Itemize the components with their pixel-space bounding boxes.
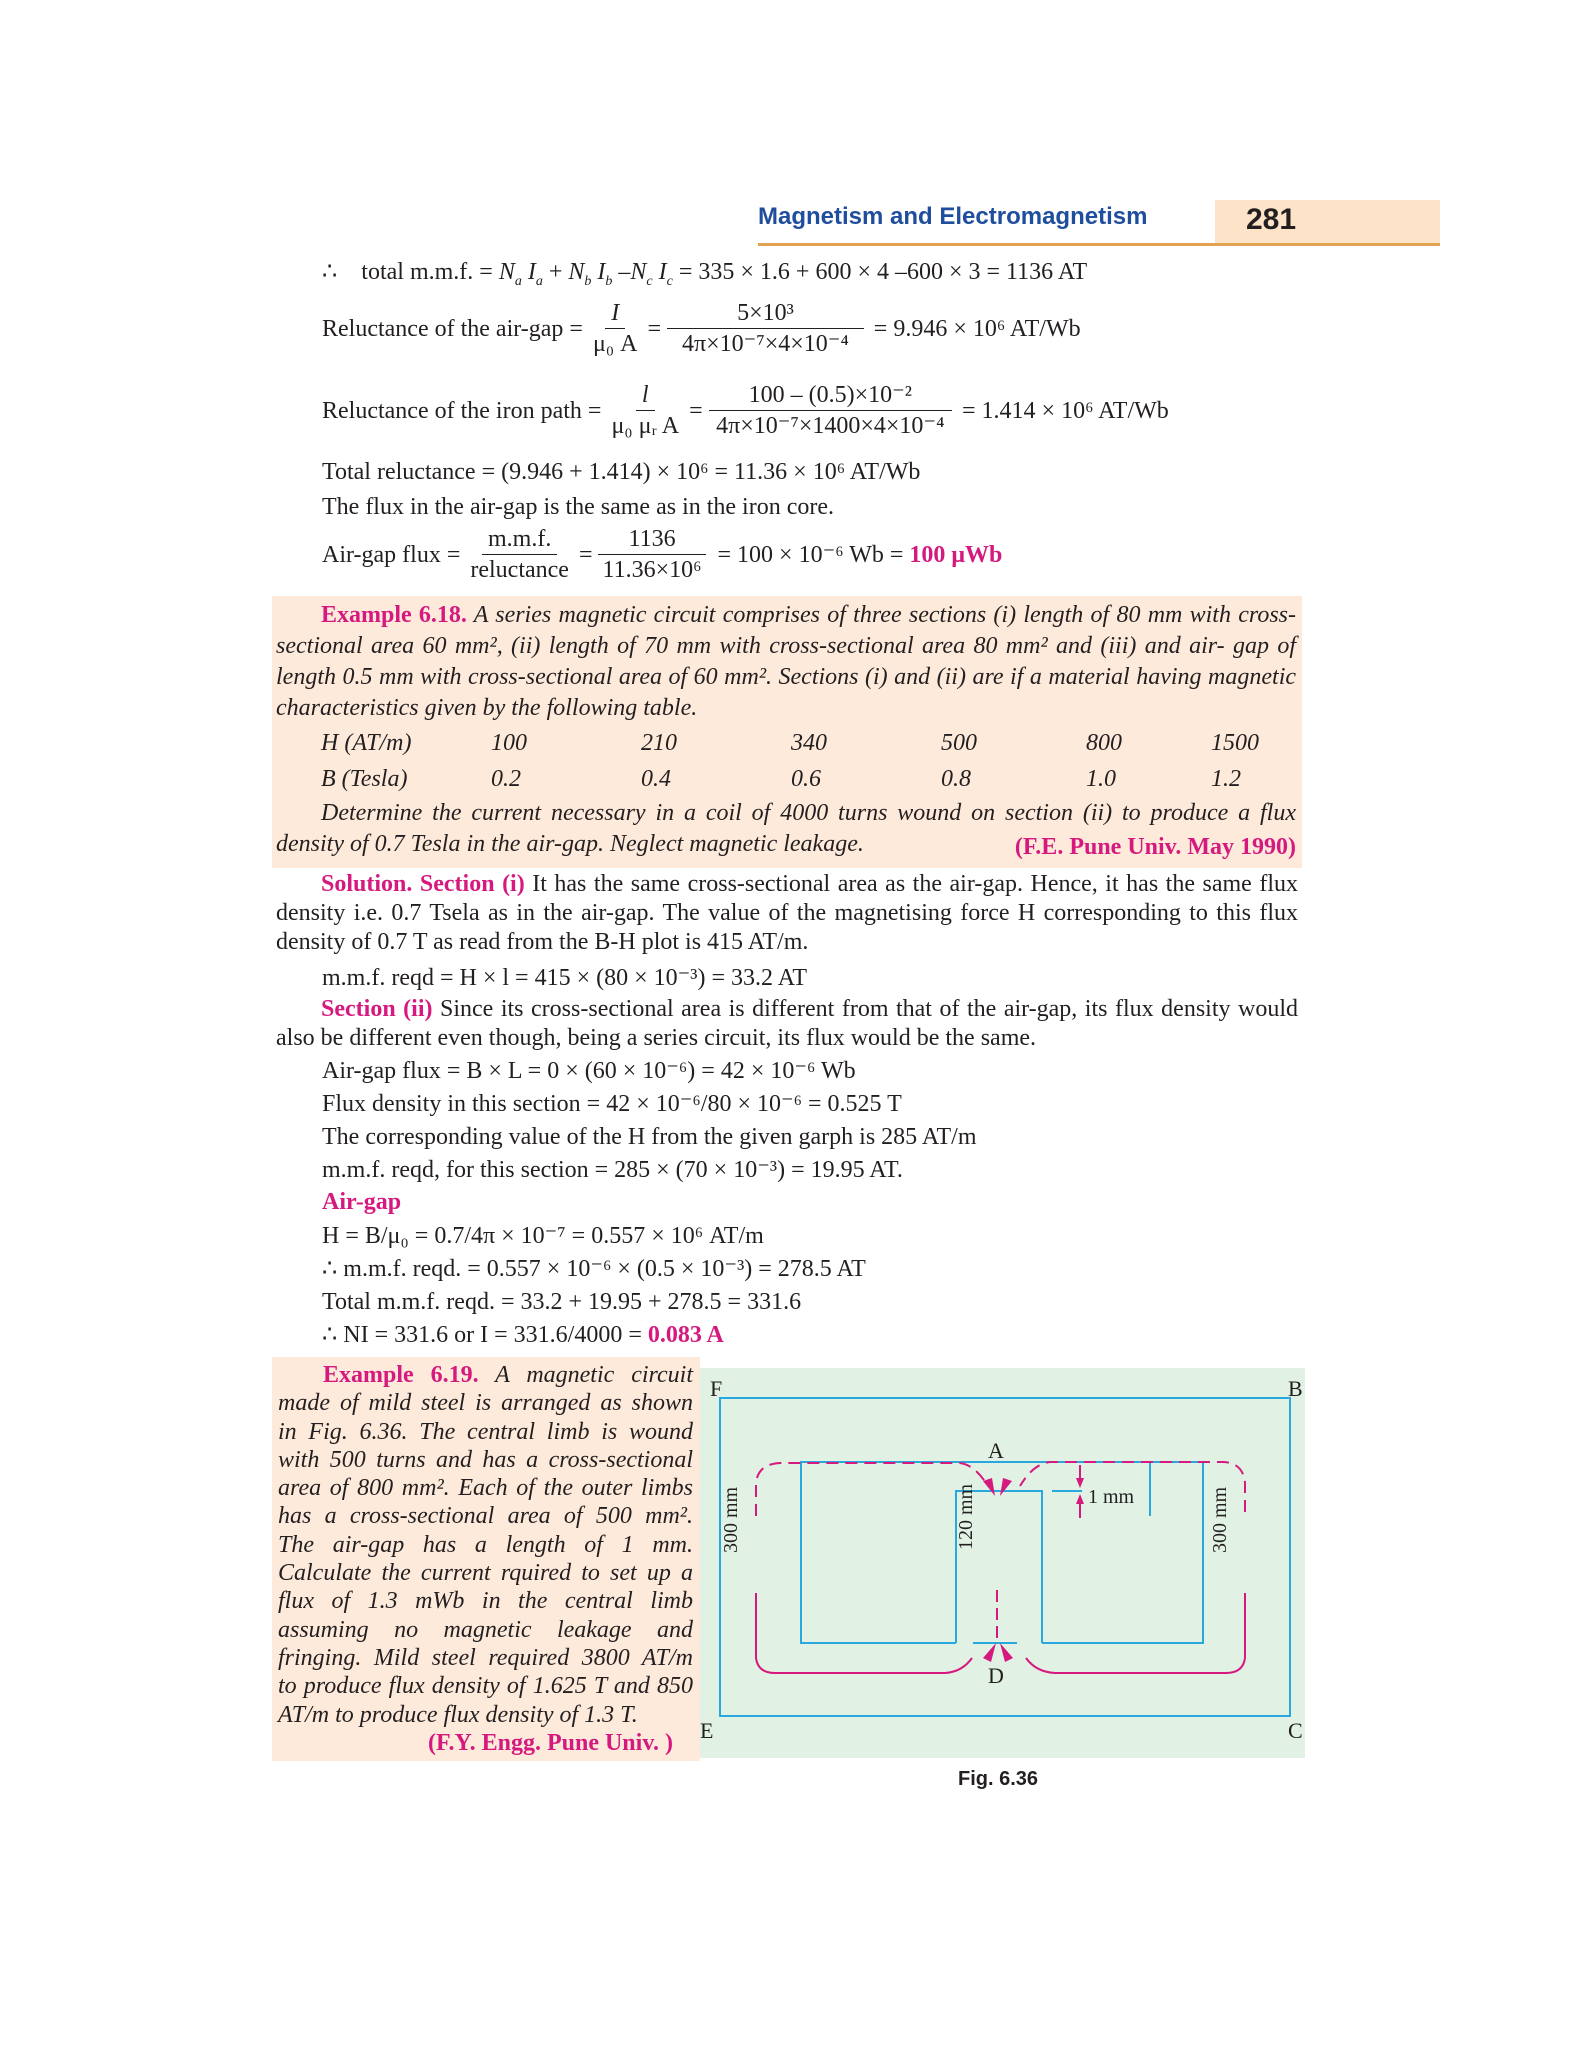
- example-line: The air-gap has a length of 1 mm.: [278, 1531, 693, 1558]
- air-gap-flux-ii: Air-gap flux = B × L = 0 × (60 × 10⁻⁶) = 42 × 10⁻⁶ Wb: [322, 1058, 856, 1084]
- final-answer: 0.083 A: [647, 1322, 724, 1348]
- example-label: Example 6.18.: [321, 602, 467, 628]
- h-air-gap: H = B/μ₀ = 0.7/4π × 10⁻⁷ = 0.557 × 10⁶ AT/m: [322, 1223, 764, 1249]
- example-line: has a cross-sectional area of 500 mm².: [278, 1503, 693, 1530]
- fraction: $\frac{l}{\text{μ₀ μᵣ A}}$: [611, 382, 680, 439]
- point-label-d: D: [988, 1663, 1004, 1688]
- total-mmf-reqd: Total m.m.f. reqd. = 33.2 + 19.95 + 278.5 = 331.6: [322, 1289, 802, 1315]
- corner-label-b: B: [1288, 1376, 1303, 1401]
- eq-result: = 100 × 10⁻⁶ Wb =: [717, 541, 904, 568]
- example-line: fringing. Mild steel required 3800 AT/m: [278, 1644, 693, 1671]
- reluctance-air-gap-eq: Reluctance of the air-gap = $\frac{I}{\text{μ₀ A}}$ = $\frac{\text{5×10³}}{\text{4π×10⁻⁷×4×10⁻⁴}}$ = 9.946 × 10⁶ AT/Wb: [322, 300, 1081, 357]
- example-line: made of mild steel is arranged as shown: [278, 1390, 693, 1417]
- example-line: area of 800 mm². Each of the outer limbs: [278, 1475, 693, 1502]
- air-gap-heading: Air-gap: [322, 1189, 402, 1215]
- fraction: $\frac{1136}{\text{11.36×10⁶}}$: [597, 524, 708, 585]
- corner-label-f: F: [710, 1376, 723, 1401]
- center-limb-dimension: 120 mm: [955, 1483, 977, 1550]
- source-citation: (F.E. Pune Univ. May 1990): [1014, 834, 1296, 860]
- corner-label-e: E: [700, 1718, 714, 1743]
- fraction: $\frac{m.m.f.}{\text{reluctance}}$: [470, 526, 569, 583]
- eq-label: Reluctance of the air-gap =: [322, 315, 583, 342]
- example-line: Calculate the current rquired to set up a: [278, 1560, 693, 1587]
- final-result: [322, 1321, 724, 1349]
- example-line: with 500 turns and has a cross-sectional: [278, 1446, 693, 1473]
- header-rule: [758, 243, 1440, 246]
- air-gap-dimension: 1 mm: [1088, 1486, 1135, 1508]
- flux-same-statement: The flux in the air-gap is the same as in the iron core.: [322, 494, 835, 520]
- solution-section-i: Solution. Section (i) It has the same cross-sectional area as the air-gap. Hence, it has the same flux density i.e. 0.7 Tsela as in the air-gap. The value of the magnetising force H corresponding to this flux density of 0.7 T as read from the B-H plot is 415 AT/m.: [276, 871, 1299, 955]
- page-number: 281: [1246, 203, 1297, 236]
- right-limb-dimension: 300 mm: [1209, 1486, 1231, 1553]
- example-line: AT/m to produce flux density of 1.3 T.: [278, 1701, 638, 1728]
- fraction: $\frac{\text{100 – (0.5)×10⁻²}}{\text{4π×10⁻⁷×1400×4×10⁻⁴}}$: [709, 380, 952, 441]
- point-label-a: A: [988, 1438, 1004, 1463]
- example-6-18: [276, 600, 1296, 860]
- air-gap-flux-eq: Air-gap flux = $\frac{m.m.f.}{\text{reluctance}}$ = $\frac{1136}{\text{11.36×10⁶}}$ = 100 × 10⁻⁶ Wb = 100 μWb: [322, 526, 1003, 583]
- corner-label-c: C: [1288, 1718, 1303, 1743]
- eq-result: = 9.946 × 10⁶ AT/Wb: [873, 315, 1081, 342]
- section-label: Section (i): [419, 871, 525, 897]
- example-line: Example 6.19. A magnetic circuit: [323, 1362, 693, 1388]
- example-problem: Example 6.18. A series magnetic circuit comprises of three sections (i) length of 80 mm with cross-sectional area 60 mm², (ii) length of 70 mm with cross-sectional area 80 mm² and (iii) and air- gap of length 0.5 mm with cross-sectional area of 60 mm². Sections (i) and (ii) are if a material having magnetic characteristics given by the following table.: [276, 602, 1297, 721]
- mmf-section-ii: m.m.f. reqd, for this section = 285 × (70 × 10⁻³) = 19.95 AT.: [322, 1157, 903, 1183]
- source-citation: (F.Y. Engg. Pune Univ. ): [428, 1729, 673, 1756]
- chapter-title: Magnetism and Electromagnetism: [758, 203, 1148, 230]
- total-mmf-line: ∴ total m.m.f. = $N_a$ $I_a + N_b$ $I_b$ $-N_c$ $I_c = 335 \times 1.6 + 600 \times 4$ –600 × 3 = 1136 AT: [322, 259, 1088, 289]
- eq-result: = 1.414 × 10⁶ AT/Wb: [962, 397, 1169, 424]
- figure-panel: [700, 1368, 1305, 1758]
- example-line: assuming no magnetic leakage and: [278, 1616, 693, 1643]
- total-reluctance: Total reluctance = (9.946 + 1.414) × 10⁶ = 11.36 × 10⁶ AT/Wb: [322, 459, 921, 485]
- table-row: H (AT/m) 100 210 340 500 800 1500: [321, 730, 1259, 756]
- answer: 100 μWb: [909, 541, 1003, 568]
- example-line: flux of 1.3 mWb in the central limb: [278, 1588, 693, 1615]
- solution-section-ii: Section (ii) Since its cross-sectional area is different from that of the air-gap, its flux density would also be different even though, being a series circuit, its flux would be the same.: [276, 996, 1299, 1051]
- fraction: $\frac{I}{\text{μ₀ A}}$: [592, 300, 638, 357]
- table-row: B (Tesla) 0.2 0.4 0.6 0.8 1.0 1.2: [321, 766, 1241, 792]
- example-6-19: [278, 1361, 693, 1757]
- magnetic-circuit-diagram: [700, 1368, 1305, 1758]
- section-label: Section (ii): [321, 996, 433, 1022]
- figure-caption: Fig. 6.36: [958, 1768, 1039, 1790]
- reluctance-iron-eq: Reluctance of the iron path = $\frac{l}{\text{μ₀ μᵣ A}}$ = $\frac{\text{100 – (0.5)×10⁻²}}{\text{4π×10⁻⁷×1400×4×10⁻⁴}}$ = 1.414 × 10⁶ AT/Wb: [322, 382, 1169, 439]
- total-mmf-value: = 335 × 1.6 + 600 × 4 –600 × 3 = 1136 AT: [678, 259, 1088, 285]
- eq-label: Air-gap flux =: [322, 541, 461, 568]
- example-line: in Fig. 6.36. The central limb is wound: [278, 1418, 693, 1445]
- example-line: to produce flux density of 1.625 T and 850: [278, 1673, 693, 1700]
- final-expression: ∴ NI = 331.6 or I = 331.6/4000 =: [322, 1322, 642, 1348]
- total-mmf-label: total m.m.f. =: [361, 259, 493, 285]
- solution-label: Solution.: [321, 871, 413, 897]
- mmf-section-i: m.m.f. reqd = H × l = 415 × (80 × 10⁻³) = 33.2 AT: [322, 965, 808, 991]
- mmf-air-gap: ∴ m.m.f. reqd. = 0.557 × 10⁻⁶ × (0.5 × 10⁻³) = 278.5 AT: [322, 1256, 866, 1282]
- flux-density-ii: Flux density in this section = 42 × 10⁻⁶/80 × 10⁻⁶ = 0.525 T: [322, 1091, 902, 1117]
- fraction: $\frac{\text{5×10³}}{\text{4π×10⁻⁷×4×10⁻⁴}}$: [667, 298, 864, 359]
- example-label: Example 6.19.: [323, 1362, 479, 1388]
- h-value-ii: The corresponding value of the H from the given garph is 285 AT/m: [322, 1124, 977, 1150]
- therefore-symbol: ∴: [322, 259, 338, 285]
- eq-label: Reluctance of the iron path =: [322, 397, 602, 424]
- left-limb-dimension: 300 mm: [720, 1486, 742, 1553]
- example-question: Determine the current necessary in a coil of 4000 turns wound on section (ii) to produce a flux density of 0.7 Tesla in the air-gap. Neglect magnetic leakage.: [276, 800, 1296, 857]
